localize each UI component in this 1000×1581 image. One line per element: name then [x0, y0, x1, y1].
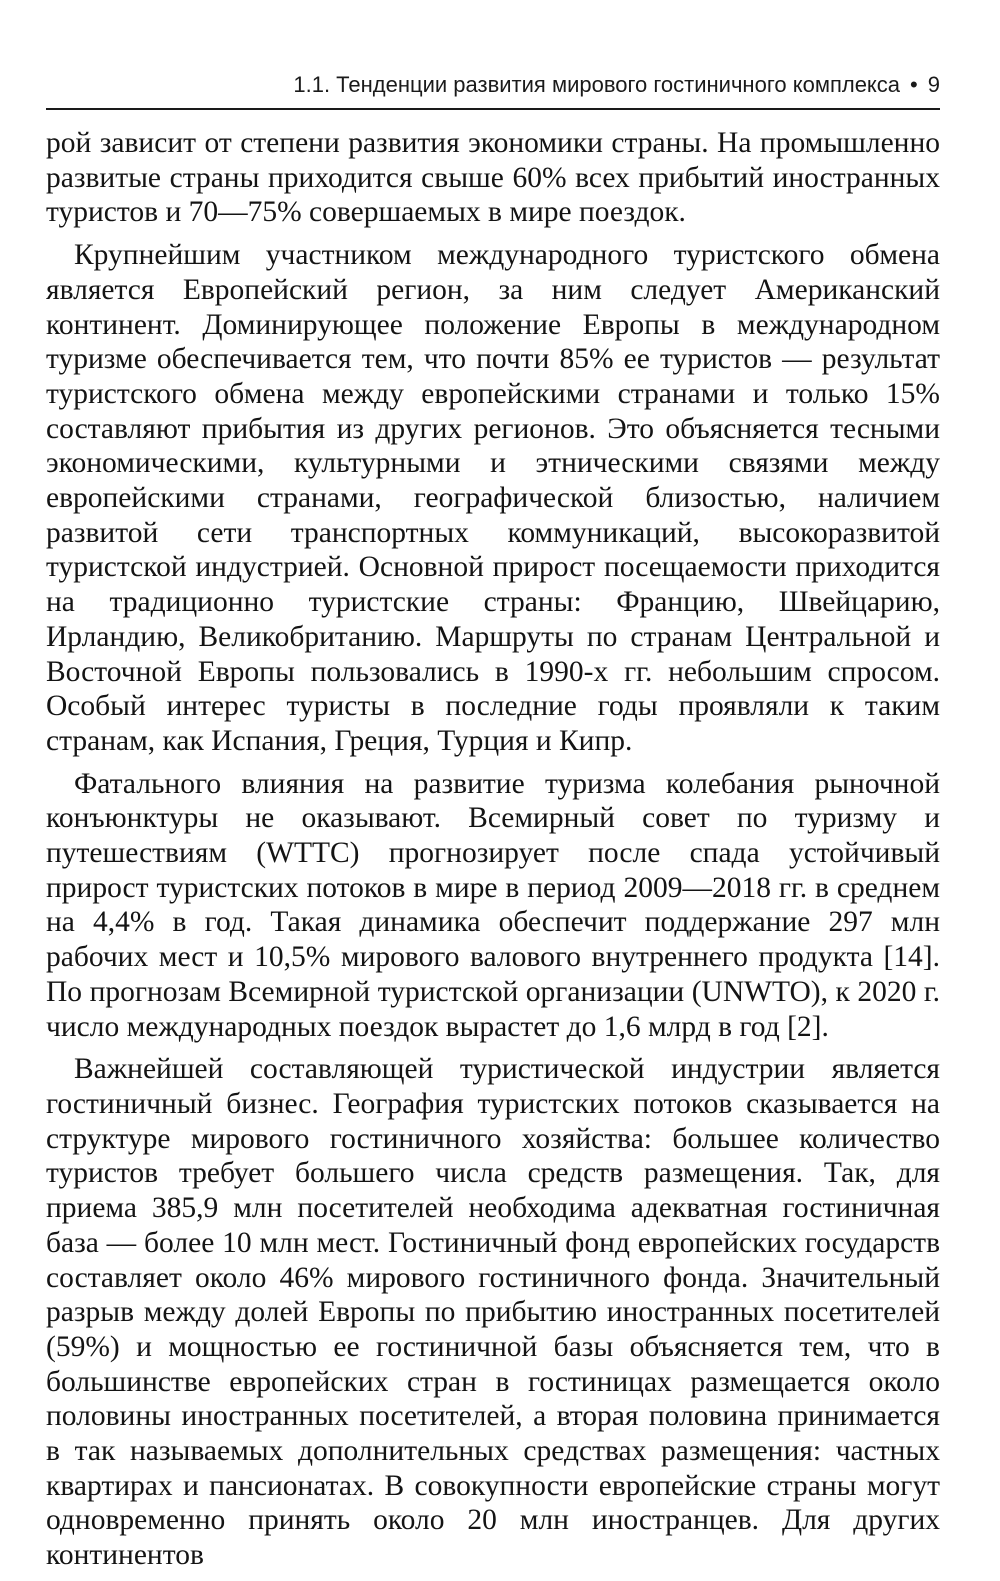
paragraph-continued: рой зависит от степени развития экономики страны. На промышленно развитые страны приходится свыше 60% всех прибытий иностранных туристов и 70—75% совершаемых в мире поездок.	[46, 127, 940, 229]
page-number: 9	[927, 72, 940, 97]
paragraph: Важнейшей составляющей туристической индустрии является гостиничный бизнес. География туристских потоков сказывается на структуре мирового гостиничного хозяйства: большее количество туристов требует большего числа средств размещения. Так, для приема 385,9 млн посетителей необходима адекватная гостиничная база — более 10 млн мест. Гостиничный фонд европейских государств составляет около 46% мирового гостиничного фонда. Значительный разрыв между долей Европы по прибытию иностранных посетителей (59%) и мощностью ее гостиничной базы объясняется тем, что в большинстве европейских стран в гостиницах размещается около половины иностранных посетителей, а вторая половина принимается в так называемых дополнительных средствах размещения: частных квартирах и пансионатах. В совокупности европейские страны могут одновременно принять около 20 млн иностранцев. Для других континентов	[46, 1053, 940, 1572]
paragraph: Фатального влияния на развитие туризма колебания рыночной конъюнктуры не оказывают. Всемирный совет по туризму и путешествиям (WTTC) прогнозирует после спада устойчивый прирост туристских потоков в мире в период 2009—2018 гг. в среднем на 4,4% в год. Такая динамика обеспечит поддержание 297 млн рабочих мест и 10,5% мирового валового внутреннего продукта [14]. По прогнозам Всемирной туристской организации (UNWTO), к 2020 г. число международных поездок вырастет до 1,6 млрд в год [2].	[46, 767, 940, 1043]
header-bullet: •	[910, 72, 918, 97]
body-text	[46, 126, 940, 1581]
section-title: 1.1. Тенденции развития мирового гостиничного комплекса	[293, 72, 901, 97]
paragraph: Крупнейшим участником международного туристского обмена является Европейский регион, за ним следует Американский континент. Доминирующее положение Европы в международном туризме обеспечивается тем, что почти 85% ее туристов — результат туристского обмена между европейскими странами и только 15% составляют прибытия из других регионов. Это объясняется тесными экономическими, культурными и этническими связями между европейскими странами, географической близостью, наличием развитой сети транспортных коммуникаций, высокоразвитой туристской индустрией. Основной прирост посещаемости приходится на традиционно туристские страны: Францию, Швейцарию, Ирландию, Великобританию. Маршруты по странам Центральной и Восточной Европы пользовались в 1990-х гг. небольшим спросом. Особый интерес туристы в последние годы проявляли к таким странам, как Испания, Греция, Турция и Кипр.	[46, 239, 940, 757]
running-header	[46, 62, 940, 110]
